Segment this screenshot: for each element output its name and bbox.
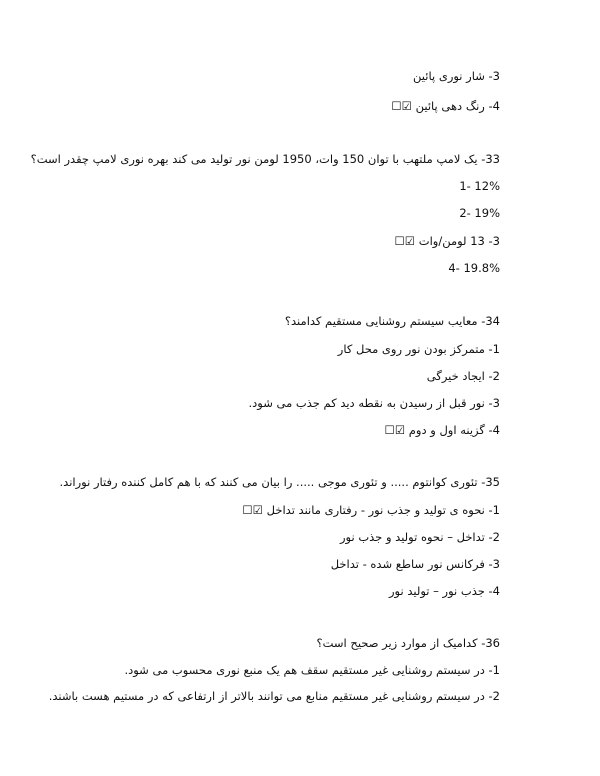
q33-option-4: 4- 19.8% bbox=[448, 261, 500, 275]
question-36: 36- کدامیک از موارد زیر صحیح است؟ bbox=[316, 636, 500, 650]
q34-option-2: 2- ایجاد خیرگی bbox=[426, 369, 500, 383]
q34-option-1: 1- متمرکز بودن نور روی محل کار bbox=[337, 342, 500, 356]
q34-option-4: 4- گزینه اول و دوم ☑☐ bbox=[384, 423, 500, 437]
question-34: 34- معایب سیستم روشنایی مستقیم کدامند؟ bbox=[284, 314, 500, 328]
q35-option-4: 4- جذب نور – تولید نور bbox=[388, 584, 500, 598]
question-33: 33- یک لامپ ملتهب با توان 150 وات، 1950 لومن نور تولید می کند بهره نوری لامپ چقدر است؟ bbox=[30, 152, 500, 166]
q35-option-3: 3- فرکانس نور ساطع شده - تداخل bbox=[330, 557, 500, 571]
q33-option-2: 2- 19% bbox=[459, 206, 500, 220]
q35-option-1: 1- نحوه ی تولید و جذب نور - رفتاری مانند تداخل ☑☐ bbox=[242, 503, 500, 517]
q35-option-2: 2- تداخل – نحوه تولید و جذب نور bbox=[339, 530, 500, 544]
q36-option-1: 1- در سیستم روشنایی غیر مستقیم سقف هم یک منبع نوری محسوب می شود. bbox=[124, 663, 500, 677]
prev-question-option-4: 4- رنگ دهی پائین ☑☐ bbox=[391, 99, 500, 113]
prev-question-option-3: 3- شار نوری پائین bbox=[413, 69, 500, 83]
question-35: 35- تئوری کوانتوم ..... و تئوری موجی ..... را بیان می کنند که با هم کامل کننده رفتار نوراند. bbox=[59, 475, 500, 489]
q33-option-1: 1- 12% bbox=[459, 179, 500, 193]
q33-option-3: 3- 13 لومن/وات ☑☐ bbox=[394, 234, 500, 248]
q34-option-3: 3- نور قبل از رسیدن به نقطه دید کم جذب می شود. bbox=[248, 396, 500, 410]
q36-option-2: 2- در سیستم روشنایی غیر مستقیم منابع می توانند بالاتر از ارتفاعی که در مستیم هست باشند. bbox=[48, 689, 500, 703]
